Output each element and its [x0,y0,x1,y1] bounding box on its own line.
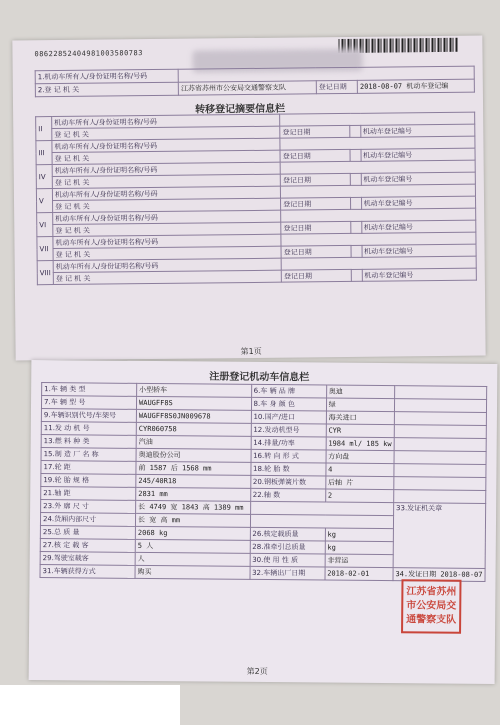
value-unit: 人 [137,554,145,563]
value-a: CYR060758 [138,424,177,434]
date-value [357,79,474,93]
transfer-owner-label: 机动车所有人/身份证明名称/号码 [53,210,281,224]
field-label: 19.轮 胎 规 格 [41,474,136,488]
transfer-owner-label: 机动车所有人/身份证明名称/号码 [52,114,280,128]
field-value-2 [326,424,394,438]
field-value [136,396,251,410]
value-a: 奥迪股份公司 [138,450,181,460]
transfer-owner-label: 机动车所有人/身份证明名称/号码 [52,162,280,176]
white-corner [0,685,180,725]
value-unit: kg [158,529,168,538]
official-seal: 江苏省苏州市公安局交通警察支队 [401,579,461,634]
field-label: 27.核 定 载 客 [40,539,135,553]
blank-cell [394,399,486,413]
authority-label: 2.登 记 机 关 [35,82,178,96]
value-unit: mm [203,464,212,473]
roman-numeral: IV [36,165,52,189]
field-label: 7.车 辆 型 号 [41,396,136,410]
field-value [135,539,250,553]
field-value [135,526,250,540]
seal-cell: 33.发证机关章 [393,503,486,569]
roman-numeral: V [36,189,52,213]
field-label-2: 10.国产/进口 [251,410,326,424]
value-a: 245/40R18 [138,476,177,486]
transfer-date-label: 登记日期 [280,173,350,186]
transfer-reg-label: 机动车登记编号 [362,268,477,281]
field-label: 29.驾驶室载客 [40,552,135,566]
value-a: 5 [137,541,143,550]
transfer-authority-label: 登 记 机 关 [53,198,281,212]
value2-a: 1984 [328,439,346,448]
value2-unit-a: kg [327,530,337,539]
blank-cell [394,464,486,478]
transfer-owner-label: 机动车所有人/身份证明名称/号码 [52,186,280,200]
field-label: 24.货厢内部尺寸 [40,513,135,527]
field-value [137,383,252,397]
field-value [136,487,251,501]
reg-label: 机动车登记编 [406,81,449,91]
value-a: 购买 [137,567,152,577]
date-label: 登记日期 [316,80,357,93]
value-a: 长 [137,515,146,524]
value-a: 长 4749 [138,502,167,512]
transfer-reg-label: 机动车登记编号 [362,244,477,257]
transfer-authority-label: 登 记 机 关 [52,150,280,164]
field-value-2 [326,398,394,412]
value-mid: 宽 1843 [170,503,199,512]
field-value [136,474,251,488]
field-label: 17.轮 距 [41,461,136,475]
transfer-date-label: 登记日期 [281,245,351,258]
page-number: 第1页 [240,346,262,357]
field-label: 9.车辆识别代号/车架号 [41,409,136,423]
transfer-owner-label: 机动车所有人/身份证明名称/号码 [53,234,281,248]
serial-number: 08622852404981003580783 [34,49,143,59]
value-a: 汽油 [138,437,153,447]
transfer-authority-label: 登 记 机 关 [53,246,281,260]
field-value-2 [326,463,394,477]
value-unit: mm [159,490,168,499]
field-empty [250,501,393,515]
transfer-table [35,112,477,286]
value-a: 小型轿车 [139,385,168,395]
transfer-reg-label: 机动车登记编号 [360,124,475,137]
transfer-authority-label: 登 记 机 关 [53,222,281,236]
field-value-2 [326,437,394,451]
blank-cell [394,490,486,504]
field-value-2 [326,411,394,425]
transfer-authority-label: 登 记 机 关 [52,126,280,140]
field-value [135,552,250,566]
field-value-2 [325,567,393,581]
field-label-2: 28.准牵引总质量 [250,540,325,554]
field-label: 1.车 辆 类 型 [42,383,137,397]
value2-unit-a: 片 [346,478,354,487]
authority-value: 江苏省苏州市公安局交通警察支队 [178,81,316,95]
transfer-date-label: 登记日期 [281,197,351,210]
summary-table [35,66,475,98]
bottom-title: 注册登记机动车信息栏 [209,371,310,384]
owner-label: 1.机动车所有人/身份证明名称/号码 [35,69,178,83]
transfer-date-label: 登记日期 [281,221,351,234]
issue-date: 2018-08-07 [440,570,483,579]
transfer-owner-label: 机动车所有人/身份证明名称/号码 [52,138,280,152]
value-unit: mm [171,516,181,525]
field-value-2 [325,528,393,542]
roman-numeral: VII [37,237,53,261]
field-label-2: 8.车 身 颜 色 [251,397,326,411]
roman-numeral: VI [37,213,53,237]
value2-unit-b: kw [383,440,392,449]
blank-cell [394,477,486,491]
value-a: 2831 [138,489,156,499]
value2-a: 方向盘 [328,452,350,461]
transfer-date-label: 登记日期 [280,149,350,162]
field-value [135,513,250,527]
transfer-authority-label: 登 记 机 关 [52,174,280,188]
value2-a: 2 [327,491,333,500]
field-label-2: 16.转 向 形 式 [251,449,326,463]
transfer-date-value [350,125,361,137]
roman-numeral: VIII [37,261,53,285]
field-label: 21.轴 距 [41,487,136,501]
transfer-date-value [350,173,361,185]
value-mid: 后 1568 [170,464,199,473]
field-value-2 [325,541,393,555]
value-unit: 人 [146,541,154,551]
date-text: 2018-08-07 [359,82,403,91]
transfer-reg-label: 机动车登记编号 [361,220,476,233]
field-label: 25.总 质 量 [40,526,135,540]
field-value [136,422,251,436]
field-label: 15.制 造 厂 名 称 [41,448,136,462]
transfer-reg-label: 机动车登记编号 [361,148,476,161]
field-value [136,461,251,475]
blank-cell [395,386,487,400]
value-a: WAUGFF8S [139,398,173,408]
field-label: 23.外 廓 尺 寸 [41,500,136,514]
field-label-2: 12.发动机型号 [251,423,326,437]
field-label-2: 20.钢板弹簧片数 [250,475,325,489]
blank-cell [394,438,486,452]
top-page [12,36,485,361]
value-unit: mm [234,503,244,512]
field-value-2 [325,489,393,503]
transfer-owner-label: 机动车所有人/身份证明名称/号码 [53,258,281,272]
transfer-date-value [351,269,362,281]
value2-b: 185 [366,439,380,449]
value2-a: 后轴 [327,478,343,487]
value2-unit-a: kg [327,543,336,552]
transfer-date-label: 登记日期 [281,269,351,282]
field-label-2: 30.使 用 性 质 [250,553,325,567]
field-label-2: 26.核定载质量 [250,527,325,541]
field-label: 31.车辆获得方式 [40,565,135,579]
field-label: 11.发 动 机 号 [41,422,136,436]
value-b: 高 [160,516,168,525]
value2-a: 2018-02-01 [327,569,370,578]
field-label-2: 14.排量/功率 [251,436,326,450]
value2-a: 海关进口 [328,413,357,422]
roman-numeral: II [36,117,52,141]
transfer-date-label: 登记日期 [280,125,350,138]
value2-unit-a: ml/ [349,439,363,448]
issue-label: 34.发证日期 [395,570,437,579]
value-a: 2068 [137,528,155,538]
value-a: WAUGFF8S0JN009678 [138,411,211,421]
field-value-2 [326,450,394,464]
field-value [136,500,251,514]
transfer-reg-label: 机动车登记编号 [361,172,476,185]
vehicle-info-table [40,382,488,582]
transfer-date-value [351,197,362,209]
section-title: 转移登记摘要信息栏 [195,103,286,116]
value2-a: 绿 [328,400,336,409]
value2-a: 非营运 [327,556,349,565]
field-value [136,448,251,462]
field-value-2 [325,554,393,568]
field-value [136,409,251,423]
value-a: 前 1587 [138,463,167,473]
field-label: 13.燃 料 种 类 [41,435,136,449]
transfer-authority-label: 登 记 机 关 [53,270,281,284]
transfer-date-value [350,149,361,161]
value2-a: CYR [328,426,342,435]
value2-a: 奥迪 [328,387,343,396]
value-b: 高 1389 [202,503,231,512]
field-label-2: 22.轴 数 [250,488,325,502]
transfer-date-value [351,245,362,257]
roman-numeral: III [36,141,52,165]
blank-cell [394,412,486,426]
bottom-page [29,360,498,684]
transfer-reg-label: 机动车登记编号 [361,196,476,209]
field-value [136,435,251,449]
field-label-2: 18.轮 胎 数 [250,462,325,476]
field-label-2: 32.车辆出厂日期 [250,566,325,580]
field-value-2 [325,476,393,490]
field-label-2: 6.车 辆 品 牌 [251,384,326,398]
page-number-2: 第2页 [246,666,268,677]
field-empty [250,514,393,528]
blank-cell [394,425,486,439]
field-value-2 [326,385,394,399]
field-value [135,565,250,579]
transfer-date-value [351,221,362,233]
value-mid: 宽 [149,516,157,525]
value2-a: 4 [328,465,333,474]
blank-cell [394,451,486,465]
